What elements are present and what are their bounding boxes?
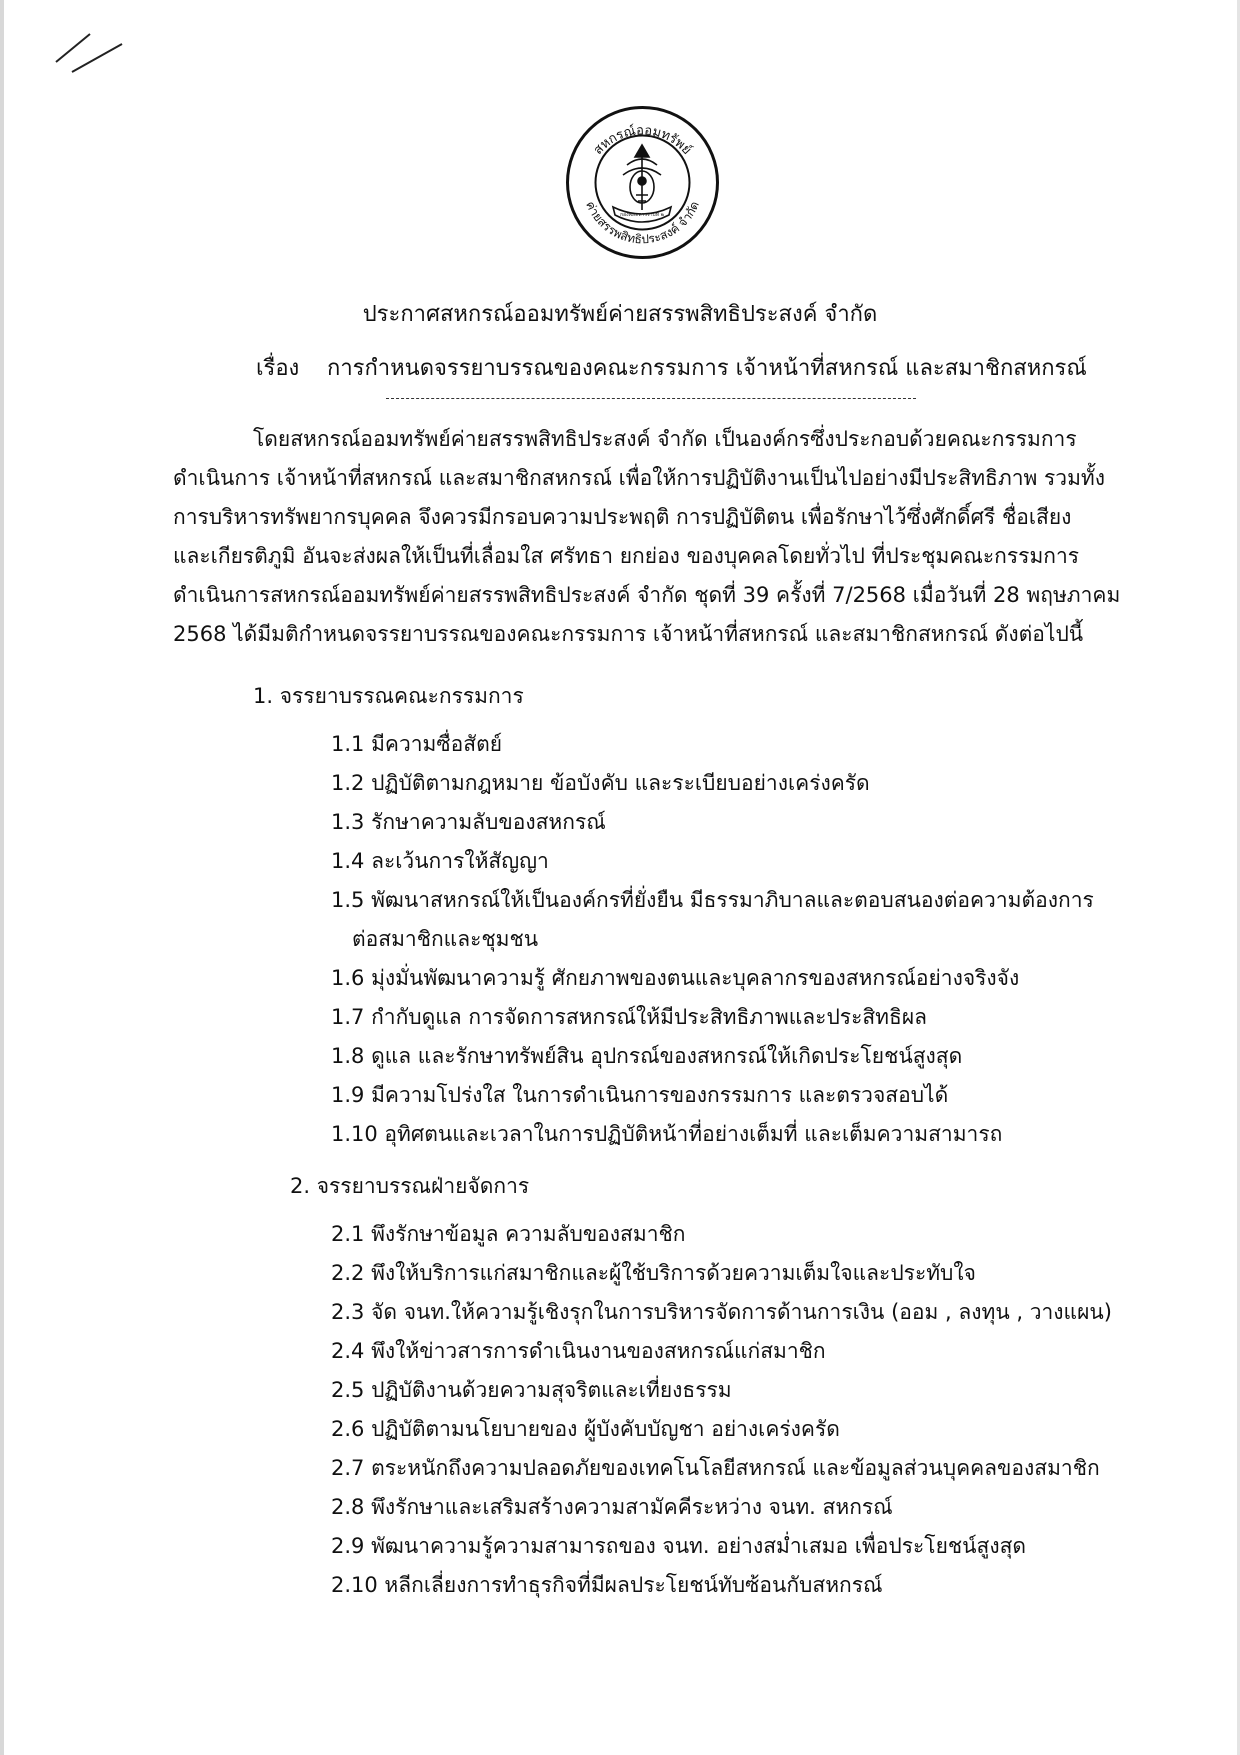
section2-item: 2.8 พึงรักษาและเสริมสร้างความสามัคคีระหว่าง จนท. สหกรณ์	[331, 1495, 893, 1519]
cooperative-seal	[565, 105, 720, 260]
intro-line: โดยสหกรณ์ออมทรัพย์ค่ายสรรพสิทธิประสงค์ จำกัด เป็นองค์กรซึ่งประกอบด้วยคณะกรรมการ	[253, 427, 1077, 451]
subject-text: การกำหนดจรรยาบรรณของคณะกรรมการ เจ้าหน้าที่สหกรณ์ และสมาชิกสหกรณ์	[327, 356, 1087, 381]
section1-item: 1.6 มุ่งมั่นพัฒนาความรู้ ศักยภาพของตนและบุคลากรของสหกรณ์อย่างจริงจัง	[331, 966, 1020, 990]
section2-item: 2.6 ปฏิบัติตามนโยบายของ ผู้บังคับบัญชา อย่างเคร่งครัด	[331, 1417, 840, 1441]
section2-item: 2.10 หลีกเลี่ยงการทำธุรกิจที่มีผลประโยชน์ทับซ้อนกับสหกรณ์	[331, 1573, 883, 1597]
section2-item: 2.3 จัด จนท.ให้ความรู้เชิงรุกในการบริหารจัดการด้านการเงิน (ออม , ลงทุน , วางแผน)	[331, 1300, 1112, 1324]
section1-item: 1.3 รักษาความลับของสหกรณ์	[331, 810, 606, 834]
subject-line	[256, 350, 1087, 385]
section1-item: 1.7 กำกับดูแล การจัดการสหกรณ์ให้มีประสิทธิภาพและประสิทธิผล	[331, 1005, 927, 1029]
intro-line: ดำเนินการสหกรณ์ออมทรัพย์ค่ายสรรพสิทธิประสงค์ จำกัด ชุดที่ 39 ครั้งที่ 7/2568 เมื่อวันที่ 28 พฤษภาคม	[173, 583, 1121, 607]
intro-line: และเกียรติภูมิ อันจะส่งผลให้เป็นที่เลื่อมใส ศรัทธา ยกย่อง ของบุคคลโดยทั่วไป ที่ประชุมคณะกรรมการ	[173, 544, 1080, 568]
section1-item: 1.2 ปฏิบัติตามกฎหมาย ข้อบังคับ และระเบียบอย่างเคร่งครัด	[331, 771, 870, 795]
scan-edge-left	[0, 0, 4, 1755]
section2-heading: 2. จรรยาบรรณฝ่ายจัดการ	[290, 1174, 530, 1198]
seal-top-text: สหกรณ์ออมทรัพย์	[590, 123, 695, 158]
section1-item: 1.4 ละเว้นการให้สัญญา	[331, 849, 549, 873]
intro-line: ดำเนินการ เจ้าหน้าที่สหกรณ์ และสมาชิกสหกรณ์ เพื่อให้การปฏิบัติงานเป็นไปอย่างมีประสิทธิภาพ รวมทั้ง	[173, 466, 1106, 490]
intro-paragraph	[173, 420, 1133, 654]
separator-line	[386, 398, 916, 399]
section2-item: 2.9 พัฒนาความรู้ความสามารถของ จนท. อย่างสม่ำเสมอ เพื่อประโยชน์สูงสุด	[331, 1534, 1027, 1558]
section2-item: 2.2 พึงให้บริการแก่สมาชิกและผู้ใช้บริการด้วยความเต็มใจและประทับใจ	[331, 1261, 976, 1285]
seal-bottom-text: ค่ายสรรพสิทธิประสงค์ จำกัด	[583, 199, 702, 247]
section2-item: 2.1 พึงรักษาข้อมูล ความลับของสมาชิก	[331, 1222, 686, 1246]
section1-item: 1.9 มีความโปร่งใส ในการดำเนินการของกรรมการ และตรวจสอบได้	[331, 1083, 949, 1107]
subject-label: เรื่อง	[256, 356, 300, 381]
section1-item-continuation: ต่อสมาชิกและชุมชน	[352, 927, 539, 951]
section1-item: 1.10 อุทิศตนและเวลาในการปฏิบัติหน้าที่อย่างเต็มที่ และเต็มความสามารถ	[331, 1122, 1003, 1146]
handwritten-mark	[52, 28, 132, 78]
section1-heading: 1. จรรยาบรรณคณะกรรมการ	[253, 684, 524, 708]
section1-item: 1.1 มีความซื่อสัตย์	[331, 732, 503, 756]
section2-item: 2.5 ปฏิบัติงานด้วยความสุจริตและเที่ยงธรรม	[331, 1378, 732, 1402]
section1-item: 1.8 ดูแล และรักษาทรัพย์สิน อุปกรณ์ของสหกรณ์ให้เกิดประโยชน์สูงสุด	[331, 1044, 963, 1068]
section1-item: 1.5 พัฒนาสหกรณ์ให้เป็นองค์กรที่ยั่งยืน มีธรรมาภิบาลและตอบสนองต่อความต้องการ	[331, 888, 1094, 912]
intro-line: 2568 ได้มีมติกำหนดจรรยาบรรณของคณะกรรมการ เจ้าหน้าที่สหกรณ์ และสมาชิกสหกรณ์ ดังต่อไปนี้	[173, 622, 1084, 646]
document-title: ประกาศสหกรณ์ออมทรัพย์ค่ายสรรพสิทธิประสงค์ จำกัด	[362, 302, 878, 327]
section2-item: 2.7 ตระหนักถึงความปลอดภัยของเทคโนโลยีสหกรณ์ และข้อมูลส่วนบุคคลของสมาชิก	[331, 1456, 1100, 1480]
seal-ribbon-text: กองพลทหารราบที่ ๒	[620, 212, 664, 218]
intro-line: การบริหารทรัพยากรบุคคล จึงควรมีกรอบความประพฤติ การปฏิบัติตน เพื่อรักษาไว้ซึ่งศักดิ์ศรี ชื่อเสียง	[173, 505, 1072, 529]
section2-item: 2.4 พึงให้ข่าวสารการดำเนินงานของสหกรณ์แก่สมาชิก	[331, 1339, 826, 1363]
